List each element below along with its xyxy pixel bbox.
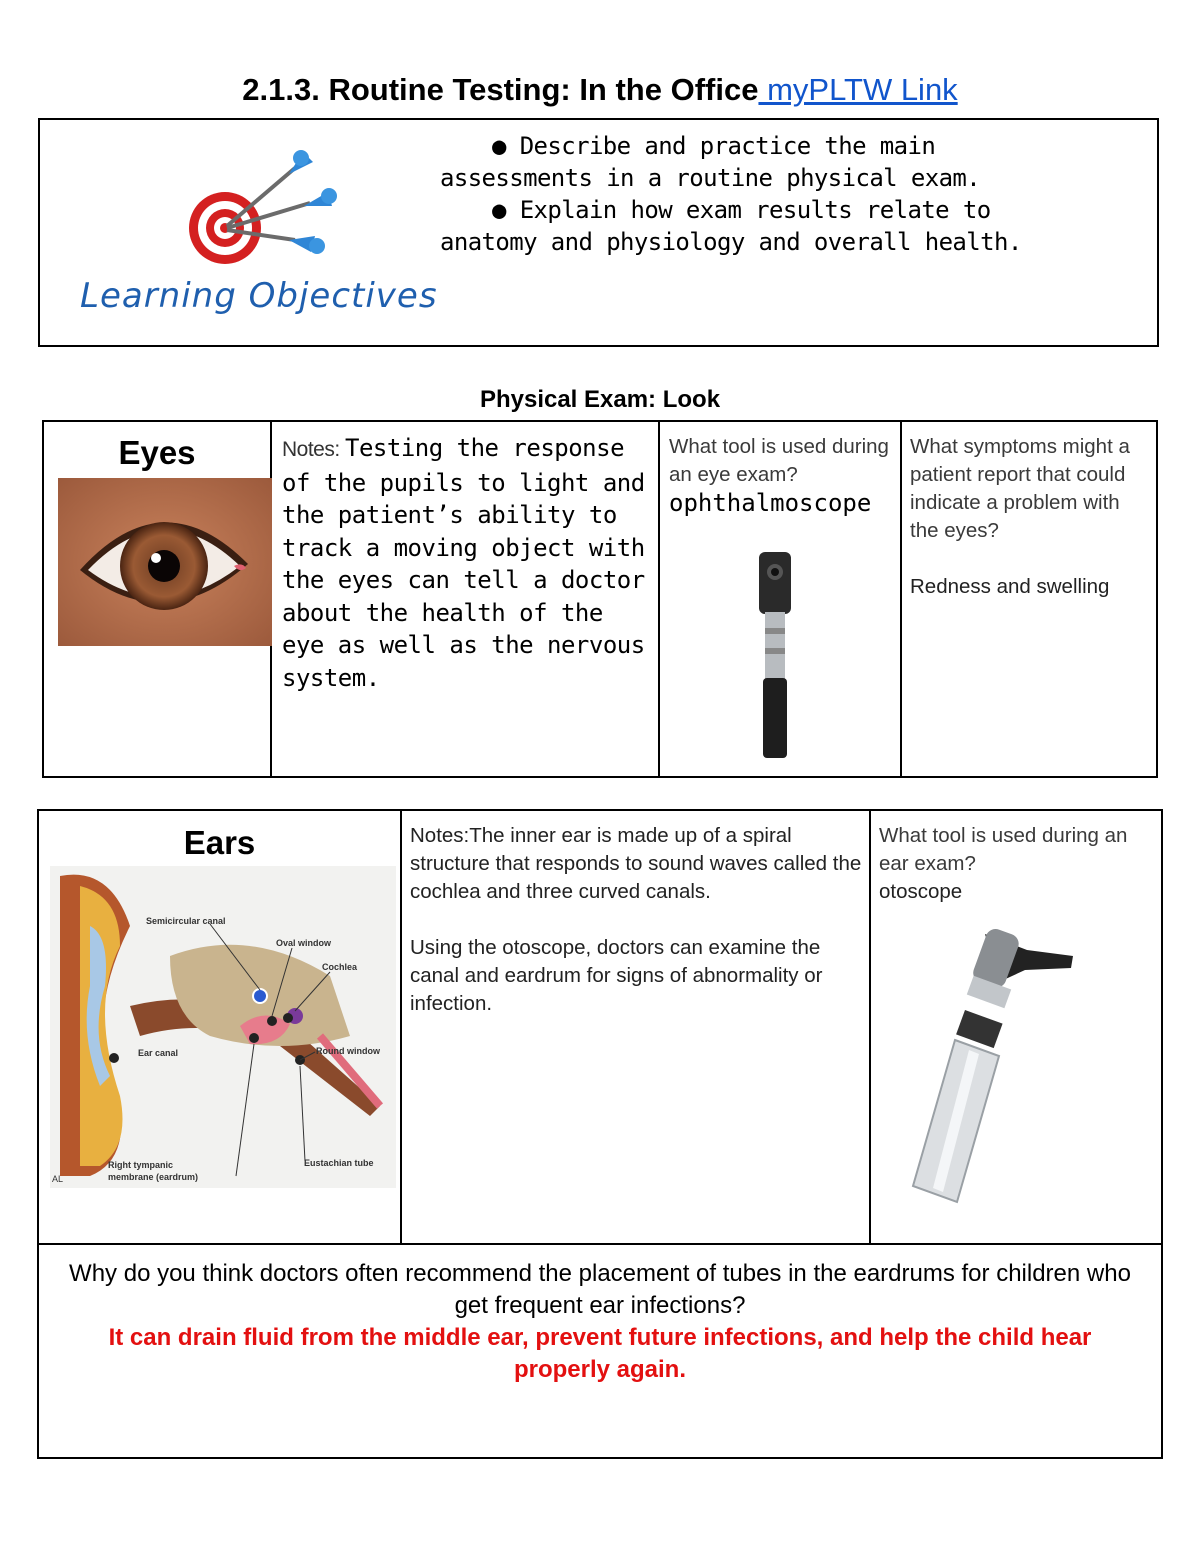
label-tympanic-2: membrane (eardrum) [108, 1172, 199, 1182]
eyes-heading: Eyes [118, 434, 196, 471]
objective-1-first: Describe and practice the main [519, 132, 936, 160]
ear-tool-question: What tool is used during an ear exam? [879, 824, 1128, 875]
table-divider [900, 420, 902, 778]
page-title [0, 72, 1200, 108]
ears-heading: Ears [183, 824, 256, 861]
ear-tool-cell [879, 822, 1155, 906]
eyes-notes [282, 432, 654, 694]
tubes-question: Why do you think doctors often recommend the placement of tubes in the eardrums for children who get frequent ear infections? [69, 1260, 1131, 1319]
target-darts-icon [185, 148, 345, 273]
label-ear-canal: Ear canal [138, 1048, 179, 1058]
objective-item: ● Describe and practice the main [492, 132, 936, 160]
eye-tool-cell [669, 433, 893, 519]
eye-image [58, 478, 272, 646]
ophthalmoscope-image [745, 548, 805, 762]
eyes-notes-text: Testing the response of the pupils to light and the patient’s ability to track a moving object with the eyes can tell a doctor about the health of the eye as well as the nervous system. [282, 434, 645, 692]
otoscope-image [895, 920, 1085, 1212]
section-title: Physical Exam: Look [479, 386, 721, 413]
label-cochlea: Cochlea [322, 962, 358, 972]
label-oval-window: Oval window [276, 938, 332, 948]
eye-symptoms-question: What symptoms might a patient report that could indicate a problem with the eyes? [910, 435, 1130, 542]
eye-tool-question: What tool is used during an eye exam? [669, 435, 889, 486]
eye-symptoms-answer: Redness and swelling [910, 575, 1110, 598]
label-round-window: Round window [316, 1046, 380, 1056]
tubes-question-block [60, 1258, 1140, 1386]
eye-tool-answer: ophthalmoscope [669, 489, 872, 517]
mypltw-link[interactable]: myPLTW Link [758, 72, 958, 107]
label-tympanic-1: Right tympanic [108, 1160, 174, 1170]
objective-1-rest: assessments in a routine physical exam. [440, 164, 981, 192]
ear-tool-answer: otoscope [879, 880, 963, 903]
table-divider [869, 809, 871, 1245]
objective-2-rest: anatomy and physiology and overall health. [440, 228, 1022, 256]
table-divider [37, 1243, 1163, 1245]
objective-item: ● Explain how exam results relate to [492, 196, 991, 224]
objective-2-first: Explain how exam results relate to [519, 196, 991, 224]
label-semicircular-canal: Semicircular canal [146, 916, 226, 926]
table-divider [658, 420, 660, 778]
tubes-answer: It can drain fluid from the middle ear, prevent future infections, and help the child hear properly again. [108, 1324, 1092, 1383]
eye-symptoms-cell [910, 433, 1150, 601]
eyes-notes-label: Notes: [282, 438, 346, 461]
ear-notes-p2: Using the otoscope, doctors can examine the canal and eardrum for signs of abnormality or infection. [410, 936, 823, 1015]
table-divider [400, 809, 402, 1245]
title-text: 2.1.3. Routine Testing: In the Office [242, 72, 759, 107]
ear-anatomy-diagram [50, 866, 396, 1188]
ear-notes-p1: Notes:The inner ear is made up of a spiral structure that responds to sound waves called the cochlea and three curved canals. [410, 824, 862, 903]
label-corner: AL [52, 1174, 64, 1184]
label-eustachian-tube: Eustachian tube [304, 1158, 374, 1168]
learning-objectives-label: Learning Objectives [80, 276, 438, 316]
ear-notes-cell [410, 822, 862, 1018]
objectives-list [440, 130, 1080, 258]
